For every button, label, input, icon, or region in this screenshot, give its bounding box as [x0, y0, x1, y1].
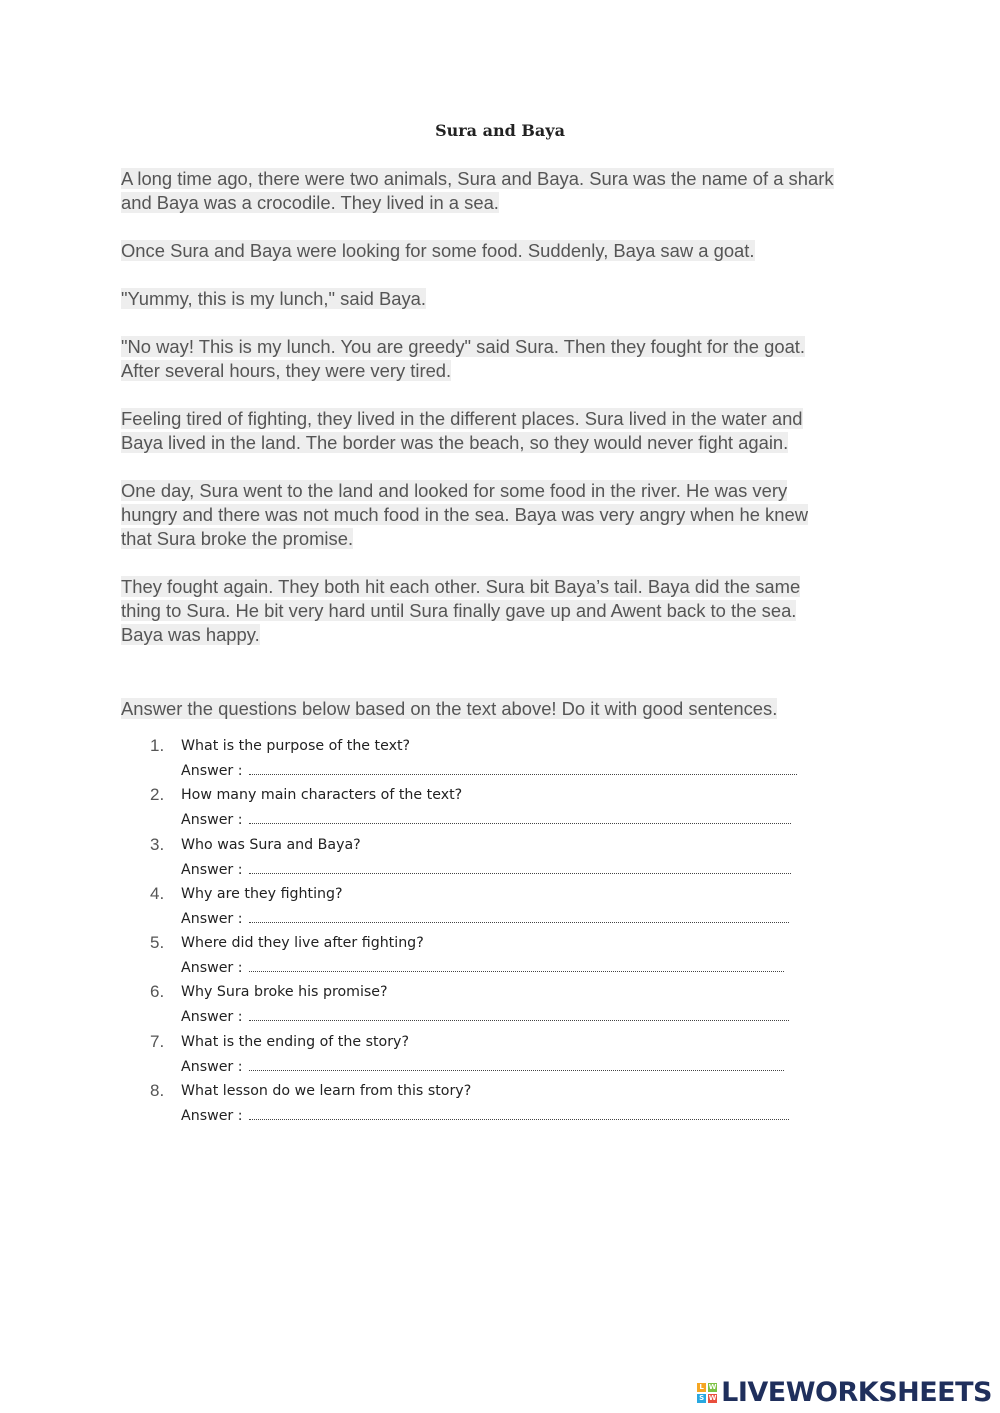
logo-mark-icon [697, 1383, 717, 1403]
document-title: Sura and Baya [435, 121, 565, 140]
paragraph-line: and Baya was a crocodile. They lived in a sea. [121, 192, 499, 213]
logo-text: LIVEWORKSHEETS [721, 1377, 992, 1408]
answer-blank[interactable] [249, 910, 789, 923]
question-text: Who was Sura and Baya? [181, 836, 361, 853]
question-number: 4. [150, 883, 165, 903]
answer-line[interactable] [181, 956, 784, 980]
story-paragraph-3 [121, 287, 881, 311]
answer-label: Answer : [181, 763, 243, 779]
question-item [150, 1079, 850, 1128]
paragraph-line: thing to Sura. He bit very hard until Sura finally gave up and Awent back to the sea. [121, 600, 797, 621]
answer-line[interactable] [181, 907, 789, 931]
paragraph-line: "No way! This is my lunch. You are greedy" said Sura. Then they fought for the goat. [121, 336, 806, 357]
logo-mark-cell: W [708, 1394, 717, 1402]
paragraph-line: A long time ago, there were two animals, Sura and Baya. Sura was the name of a shark [121, 168, 834, 189]
question-item [150, 1030, 850, 1079]
question-number: 2. [150, 785, 165, 805]
story-paragraph-1 [121, 167, 881, 215]
answer-blank[interactable] [249, 959, 784, 972]
question-text: What lesson do we learn from this story? [181, 1083, 472, 1100]
paragraph-line: that Sura broke the promise. [121, 528, 354, 549]
answer-blank[interactable] [249, 811, 791, 824]
answer-line[interactable] [181, 858, 791, 882]
answer-blank[interactable] [249, 762, 797, 775]
story-paragraph-7 [121, 575, 881, 647]
story-paragraph-2 [121, 239, 881, 263]
answer-label: Answer : [181, 960, 243, 977]
answer-blank[interactable] [249, 1107, 789, 1120]
question-item [150, 734, 850, 783]
paragraph-line: hungry and there was not much food in the sea. Baya was very angry when he knew [121, 504, 808, 525]
question-item [150, 980, 850, 1029]
story-paragraph-4 [121, 335, 881, 383]
story-paragraph-5 [121, 407, 881, 455]
question-item [150, 931, 850, 980]
question-number: 7. [150, 1031, 165, 1051]
answer-blank[interactable] [249, 1058, 784, 1071]
logo-mark-cell: L [697, 1383, 706, 1392]
question-item [150, 833, 850, 882]
answer-label: Answer : [181, 861, 243, 878]
answer-line[interactable] [181, 1055, 784, 1079]
answer-line[interactable] [181, 808, 791, 832]
liveworksheets-logo [697, 1378, 992, 1408]
question-number: 1. [150, 736, 165, 755]
answer-line[interactable] [181, 759, 797, 783]
answer-blank[interactable] [249, 1008, 789, 1021]
answer-line[interactable] [181, 1104, 789, 1128]
answer-label: Answer : [181, 1108, 243, 1125]
answer-line[interactable] [181, 1005, 789, 1029]
logo-mark-cell: S [699, 1394, 705, 1402]
paragraph-line: Feeling tired of fighting, they lived in the different places. Sura lived in the water and [121, 408, 803, 429]
question-number: 3. [150, 834, 165, 854]
instruction-text: Answer the questions below based on the text above! Do it with good sentences. [121, 698, 778, 719]
question-number: 5. [150, 933, 165, 953]
paragraph-line: "Yummy, this is my lunch," said Baya. [121, 288, 427, 309]
story-paragraph-6 [121, 479, 881, 551]
question-item [150, 783, 850, 832]
question-text: Where did they live after fighting? [181, 935, 424, 952]
question-text: Why Sura broke his promise? [181, 984, 388, 1001]
question-number: 8. [150, 1081, 165, 1101]
paragraph-line: They fought again. They both hit each other. Sura bit Baya’s tail. Baya did the same [121, 576, 801, 597]
answer-label: Answer : [181, 1058, 243, 1075]
answer-blank[interactable] [249, 861, 791, 874]
question-number: 6. [150, 982, 165, 1002]
question-text: Why are they fighting? [181, 885, 343, 902]
question-text: How many main characters of the text? [181, 787, 463, 804]
paragraph-line: One day, Sura went to the land and looked for some food in the river. He was very [121, 480, 788, 501]
logo-mark-cell: W [708, 1383, 717, 1391]
paragraph-line: After several hours, they were very tired. [121, 360, 452, 381]
question-text: What is the purpose of the text? [181, 738, 411, 754]
paragraph-line: Once Sura and Baya were looking for some food. Suddenly, Baya saw a goat. [121, 240, 755, 261]
answer-label: Answer : [181, 910, 243, 927]
question-list [150, 734, 850, 1128]
answer-label: Answer : [181, 812, 243, 829]
question-text: What is the ending of the story? [181, 1033, 409, 1050]
answer-label: Answer : [181, 1009, 243, 1026]
instruction [121, 697, 881, 721]
paragraph-line: Baya was happy. [121, 624, 260, 645]
paragraph-line: Baya lived in the land. The border was the beach, so they would never fight again. [121, 432, 789, 453]
question-item [150, 882, 850, 931]
